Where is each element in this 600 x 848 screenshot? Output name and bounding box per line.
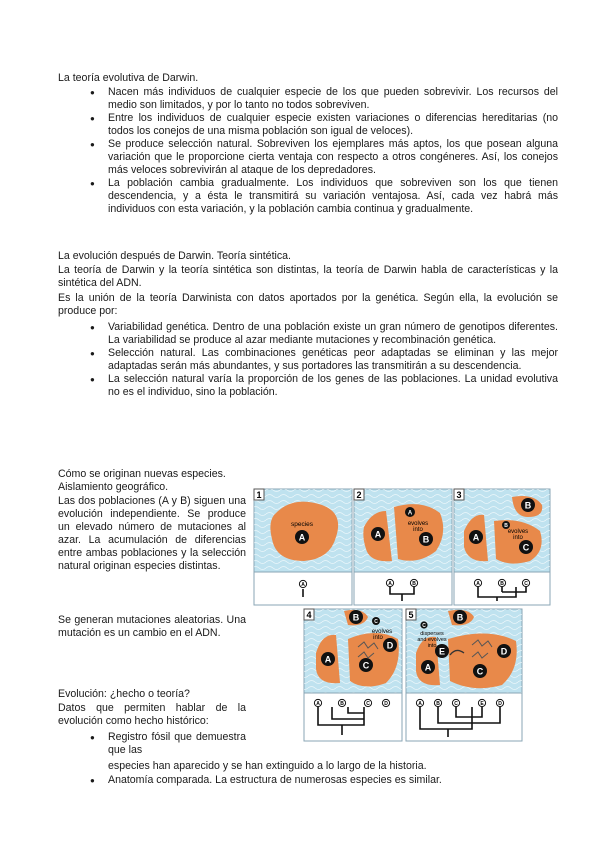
- tree-letter: C: [524, 581, 528, 587]
- population-letter: A: [407, 510, 413, 517]
- and-evolves-label: and evolves: [417, 637, 447, 643]
- fact-bullet-1-part-1: Registro fósil que demuestra que las: [108, 731, 246, 756]
- species-subheading: Aislamiento geográfico.: [58, 481, 169, 493]
- population-letter: A: [324, 654, 332, 665]
- evolves-label: evolves: [507, 529, 529, 535]
- panel-4: [304, 609, 402, 741]
- tree-letter: D: [384, 701, 388, 707]
- into-label: into: [513, 535, 523, 541]
- list-item: ● Selección natural. Las combinaciones genéticas peor adaptadas se eliminan y las mejor adaptadas serán más abundantes, y sus portadores las transmitirán a su descendencia.: [90, 347, 558, 373]
- fact-bullet-2: Anatomía comparada. La estructura de numerosas especies es similar.: [108, 774, 442, 786]
- darwin-heading: La teoría evolutiva de Darwin.: [58, 72, 199, 84]
- tree-letter: A: [388, 581, 392, 587]
- tree-letter: A: [301, 582, 305, 588]
- tree-letter: B: [412, 581, 416, 587]
- population-letter: C: [522, 542, 530, 553]
- list-item: ● Se produce selección natural. Sobreviven los ejemplares más aptos, los que posean alguna variación que le proporcione cierta ventaja con respecto a otros congéneres. Así, los conejos más veloces sobrevivirán al ataque de los depredadores.: [90, 138, 558, 177]
- population-letter: A: [298, 532, 306, 543]
- panel-number: 3: [456, 490, 462, 500]
- panel-number: 1: [256, 490, 262, 500]
- fact-bullet-1-part-2: especies han aparecido y se han extinguido a lo largo de la historia.: [108, 760, 427, 772]
- population-letter: D: [386, 640, 394, 651]
- tree-letter: C: [454, 701, 458, 707]
- tree-letter: A: [418, 701, 422, 707]
- panel-5: [406, 609, 522, 741]
- list-item: ● Nacen más individuos de cualquier especie de los que pueden sobrevivir. Los recursos del medio son limitados, y por lo tanto no todos sobreviven.: [90, 86, 558, 112]
- panel-2: [354, 489, 452, 605]
- tree-letter: B: [340, 701, 344, 707]
- evolves-label: evolves: [407, 521, 429, 527]
- population-letter: E: [438, 646, 446, 657]
- population-letter: A: [472, 532, 480, 543]
- list-item: ● Entre los individuos de cualquier especie existen variaciones o diferencias hereditarias (no todos los conejos de una misma población son igual de veloces).: [90, 112, 558, 138]
- fact-para: Datos que permiten hablar de la evolución como hecho histórico:: [58, 702, 246, 727]
- population-letter: B: [504, 523, 508, 529]
- into-label: into: [413, 527, 423, 533]
- synthetic-heading: La evolución después de Darwin. Teoría sintética.: [58, 250, 292, 262]
- population-letter: A: [424, 662, 432, 673]
- tree-letter: B: [500, 581, 504, 587]
- tree-letter: A: [316, 701, 320, 707]
- panel-3: [454, 489, 550, 605]
- population-letter: C: [374, 619, 378, 625]
- synthetic-para-1: La teoría de Darwin y la teoría sintética son distintas, la teoría de Darwin habla de características y la sintética del ADN.: [58, 264, 558, 289]
- population-letter: C: [362, 660, 370, 671]
- species-para-1: Las dos poblaciones (A y B) siguen una evolución independiente. Se produce un elevado número de mutaciones al azar. La acumulación de diferencias entre ambas poblaciones y la selección natural originan especies distintas.: [58, 495, 246, 572]
- darwin-bullet-list: [90, 86, 558, 216]
- population-letter: D: [500, 646, 508, 657]
- evolves-label: evolves: [371, 629, 393, 635]
- population-letter: B: [422, 534, 430, 545]
- tree-letter: E: [480, 701, 484, 707]
- into-label: into: [427, 643, 437, 649]
- species-para-2: Se generan mutaciones aleatorias. Una mutación es un cambio en el ADN.: [58, 614, 246, 639]
- species-heading: Cómo se originan nuevas especies.: [58, 468, 226, 480]
- synthetic-bullet-list: [90, 321, 558, 399]
- list-item: ● Variabilidad genética. Dentro de una población existe un gran número de genotipos diferentes. La variabilidad se produce al azar mediante mutaciones y recombinación genética.: [90, 321, 558, 347]
- synthetic-para-2: Es la unión de la teoría Darwinista con datos aportados por la genética. Según ella, la evolución se produce por:: [58, 292, 558, 317]
- panel-number: 2: [356, 490, 362, 500]
- species-label: species: [290, 521, 314, 528]
- island-shape: [448, 633, 517, 688]
- tree-letter: D: [498, 701, 502, 707]
- population-letter: B: [352, 612, 360, 623]
- population-letter: B: [524, 500, 532, 511]
- tree-letter: B: [436, 701, 440, 707]
- list-item: ● La población cambia gradualmente. Los individuos que sobreviven son los que tienen descendencia, y a ésta le transmitirá su variación ventajosa. Así, cada vez habrá más individuos con esta variación, y la población cambia continua y gradualmente.: [90, 177, 558, 216]
- speciation-diagram: [252, 487, 552, 757]
- bullet-marker: ●: [90, 776, 95, 785]
- bullet-marker: ●: [90, 733, 95, 742]
- disperses-label: disperses: [420, 631, 444, 637]
- panel-number: 5: [408, 610, 414, 620]
- tree-letter: A: [476, 581, 480, 587]
- panel-number: 4: [306, 610, 312, 620]
- tree-letter: C: [366, 701, 370, 707]
- panel-1: [254, 489, 352, 605]
- population-letter: A: [374, 529, 382, 540]
- fact-heading: Evolución: ¿hecho o teoría?: [58, 688, 190, 700]
- into-label: into: [373, 635, 383, 641]
- population-letter: B: [456, 612, 464, 623]
- population-letter: C: [476, 666, 484, 677]
- population-letter: C: [422, 623, 426, 629]
- list-item: ● La selección natural varía la proporción de los genes de las poblaciones. La unidad evolutiva no es el individuo, sino la población.: [90, 373, 558, 399]
